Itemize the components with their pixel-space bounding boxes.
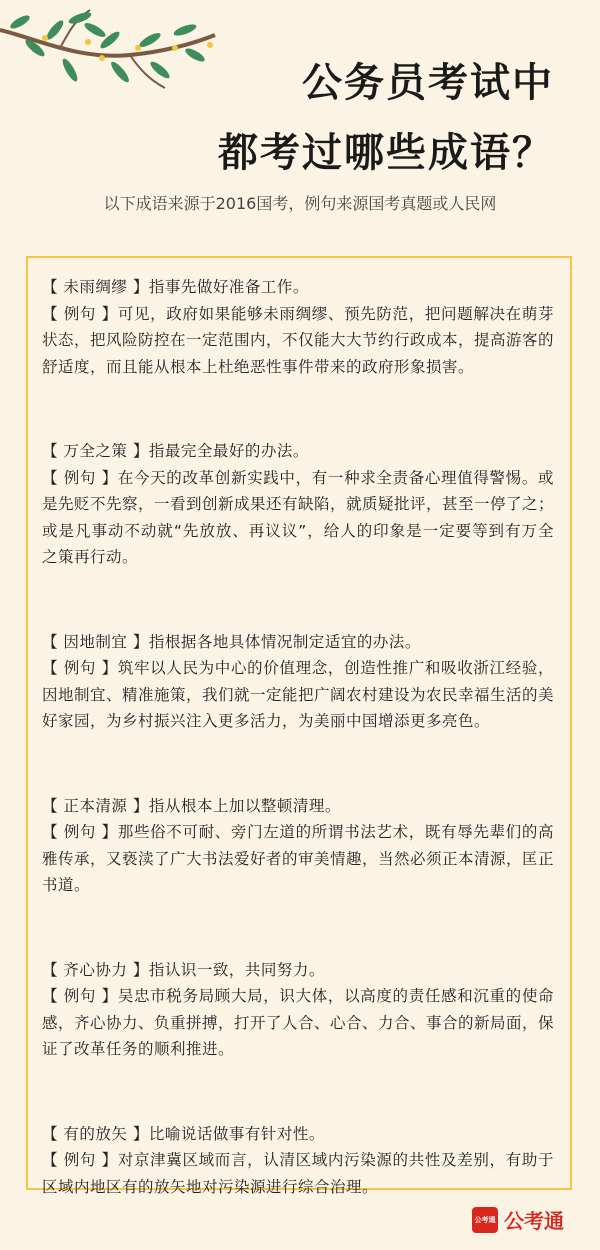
idiom-entry xyxy=(42,1121,554,1201)
idiom-example xyxy=(42,983,554,1063)
olive-branch-illustration xyxy=(0,0,240,110)
idiom-title: 【 正本清源 】 xyxy=(42,796,149,815)
idiom-meaning: 指从根本上加以整顿清理。 xyxy=(148,796,341,815)
idiom-title: 【 因地制宜 】 xyxy=(42,632,149,651)
idiom-definition xyxy=(42,629,554,656)
idiom-definition xyxy=(42,793,554,820)
page-subtitle: 以下成语来源于2016国考，例句来源国考真题或人民网 xyxy=(103,194,497,213)
idiom-example xyxy=(42,301,554,381)
idiom-entry xyxy=(42,629,554,735)
example-text: 对京津冀区域而言，认清区域内污染源的共性及差别，有助于区域内地区有的放矢地对污染源进行综合治理。 xyxy=(42,1151,554,1196)
title-line-1: 公务员考试中 xyxy=(302,60,554,106)
idiom-entry xyxy=(42,274,554,380)
example-text: 筑牢以人民为中心的价值理念，创造性推广和吸收浙江经验，因地制宜、精准施策，我们就一定能把广阔农村建设为农民幸福生活的美好家园，为乡村振兴注入更多活力，为美丽中国增添更多亮色。 xyxy=(42,659,555,730)
idiom-meaning: 指根据各地具体情况制定适宜的办法。 xyxy=(148,632,421,651)
example-label: 【 例句 】 xyxy=(42,823,118,841)
idiom-definition xyxy=(42,274,554,301)
idiom-definition xyxy=(42,1121,554,1148)
example-text: 可见，政府如果能够未雨绸缪、预先防范，把问题解决在萌芽状态，把风险防控在一定范围内，不仅能大大节约行政成本，提高游客的舒适度，而且能从根本上杜绝恶性事件带来的政府形象损害。 xyxy=(42,304,555,376)
idiom-meaning: 指认识一致，共同努力。 xyxy=(148,960,325,979)
example-label: 【 例句 】 xyxy=(42,1151,118,1169)
example-text: 那些俗不可耐、旁门左道的所谓书法艺术，既有辱先辈们的高雅传承，又亵渎了广大书法爱好者的审美情趣，当然必须正本清源，匡正书道。 xyxy=(42,823,555,894)
logo-text: 公考通 xyxy=(504,1209,564,1233)
idiom-title: 【 未雨绸缪 】 xyxy=(42,278,149,296)
page-title xyxy=(218,48,554,188)
idiom-definition xyxy=(42,957,554,984)
idiom-entry xyxy=(42,957,554,1063)
example-label: 【 例句 】 xyxy=(42,987,118,1005)
idiom-title: 【 齐心协力 】 xyxy=(42,960,149,979)
example-label: 【 例句 】 xyxy=(42,468,118,487)
idiom-list-box xyxy=(26,256,572,1196)
idiom-title: 【 万全之策 】 xyxy=(42,442,149,460)
idiom-example xyxy=(42,465,554,571)
idiom-meaning: 指最完全最好的办法。 xyxy=(148,442,309,460)
idiom-entry xyxy=(42,438,554,571)
idiom-entry xyxy=(42,793,554,899)
brand-logo xyxy=(472,1205,564,1234)
example-text: 在今天的改革创新实践中，有一种求全责备心理值得警惕。或是先贬不先察，一看到创新成果还有缺陷，就质疑批评，甚至一停了之；或是凡事动不动就“先放放、再议议”，给人的印象是一定要等到有万全之策再行动。 xyxy=(42,468,555,566)
idiom-example xyxy=(42,819,554,899)
title-line-2: 都考过哪些成语？ xyxy=(218,130,554,176)
example-label: 【 例句 】 xyxy=(42,659,118,677)
idiom-title: 【 有的放矢 】 xyxy=(42,1124,149,1143)
idiom-example xyxy=(42,1147,554,1200)
idiom-meaning: 比喻说话做事有针对性。 xyxy=(148,1124,325,1143)
idiom-example xyxy=(42,655,554,735)
idiom-meaning: 指事先做好准备工作。 xyxy=(148,278,309,296)
logo-badge-icon: 公考通 xyxy=(472,1207,498,1233)
idiom-definition xyxy=(42,438,554,465)
example-text: 吴忠市税务局顾大局，识大体，以高度的责任感和沉重的使命感，齐心协力、负重拼搏，打开了人合、心合、力合、事合的新局面，保证了改革任务的顺利推进。 xyxy=(42,987,555,1058)
example-label: 【 例句 】 xyxy=(42,304,118,323)
